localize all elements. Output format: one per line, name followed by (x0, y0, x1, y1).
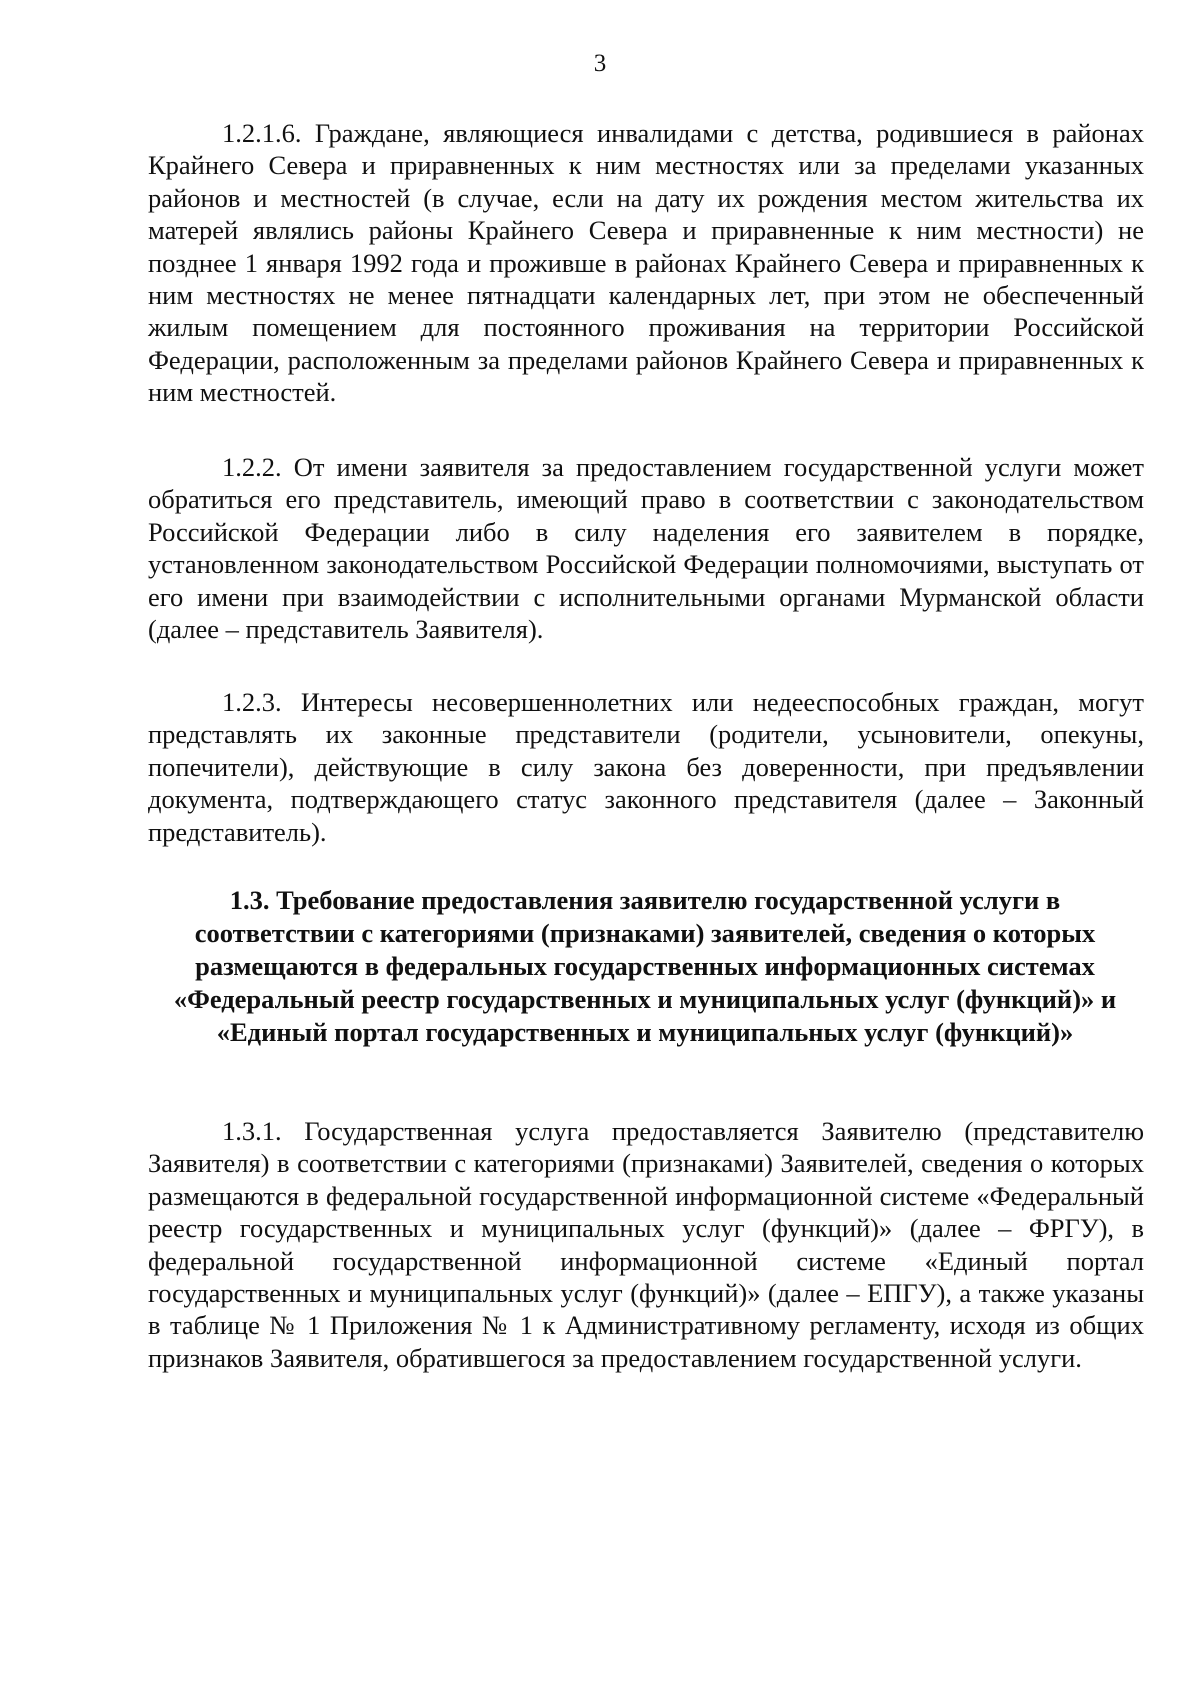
paragraph-1-2-3: 1.2.3. Интересы несовершеннолетних или недееспособных граждан, могут представлять их законные представители (родители, усыновители, опекуны, попечители), действующие в силу закона без доверенности, при предъявлении документа, подтверждающего статус законного представителя (далее – Законный представитель). (148, 687, 1144, 847)
page-number: 3 (593, 50, 607, 77)
section-heading-1-3: 1.3. Требование предоставления заявителю государственной услуги в соответствии с категориями (признаками) заявителей, сведения о которых размещаются в федеральных государственных информационных системах «Федеральный реестр государственных и муниципальных услуг (функций)» и «Единый портал государственных и муниципальных услуг (функций)» (173, 885, 1117, 1047)
paragraph-1-2-2: 1.2.2. От имени заявителя за предоставлением государственной услуги может обратиться его представитель, имеющий право в соответствии с законодательством Российской Федерации либо в силу наделения его заявителем в порядке, установленном законодательством Российской Федерации полномочиями, выступать от его имени при взаимодействии с исполнительными органами Мурманской области (далее – представитель Заявителя). (148, 452, 1144, 645)
paragraph-1-2-1-6: 1.2.1.6. Граждане, являющиеся инвалидами с детства, родившиеся в районах Крайнего Севера и приравненных к ним местностях или за пределами указанных районов и местностей (в случае, если на дату их рождения местом жительства их матерей являлись районы Крайнего Севера и приравненные к ним местности) не позднее 1 января 1992 года и проживше в районах Крайнего Севера и приравненных к ним местностях не менее пятнадцати календарных лет, при этом не обеспеченный жилым помещением для постоянного проживания на территории Российской Федерации, расположенным за пределами районов Крайнего Севера и приравненных к ним местностей. (148, 118, 1144, 408)
paragraph-1-3-1: 1.3.1. Государственная услуга предоставляется Заявителю (представителю Заявителя) в соответствии с категориями (признаками) Заявителей, сведения о которых размещаются в федеральной государственной информационной системе «Федеральный реестр государственных и муниципальных услуг (функций)» (далее – ФРГУ), в федеральной государственной информационной системе «Единый портал государственных и муниципальных услуг (функций)» (далее – ЕПГУ), а также указаны в таблице № 1 Приложения № 1 к Административному регламенту, исходя из общих признаков Заявителя, обратившегося за предоставлением государственной услуги. (148, 1116, 1144, 1373)
